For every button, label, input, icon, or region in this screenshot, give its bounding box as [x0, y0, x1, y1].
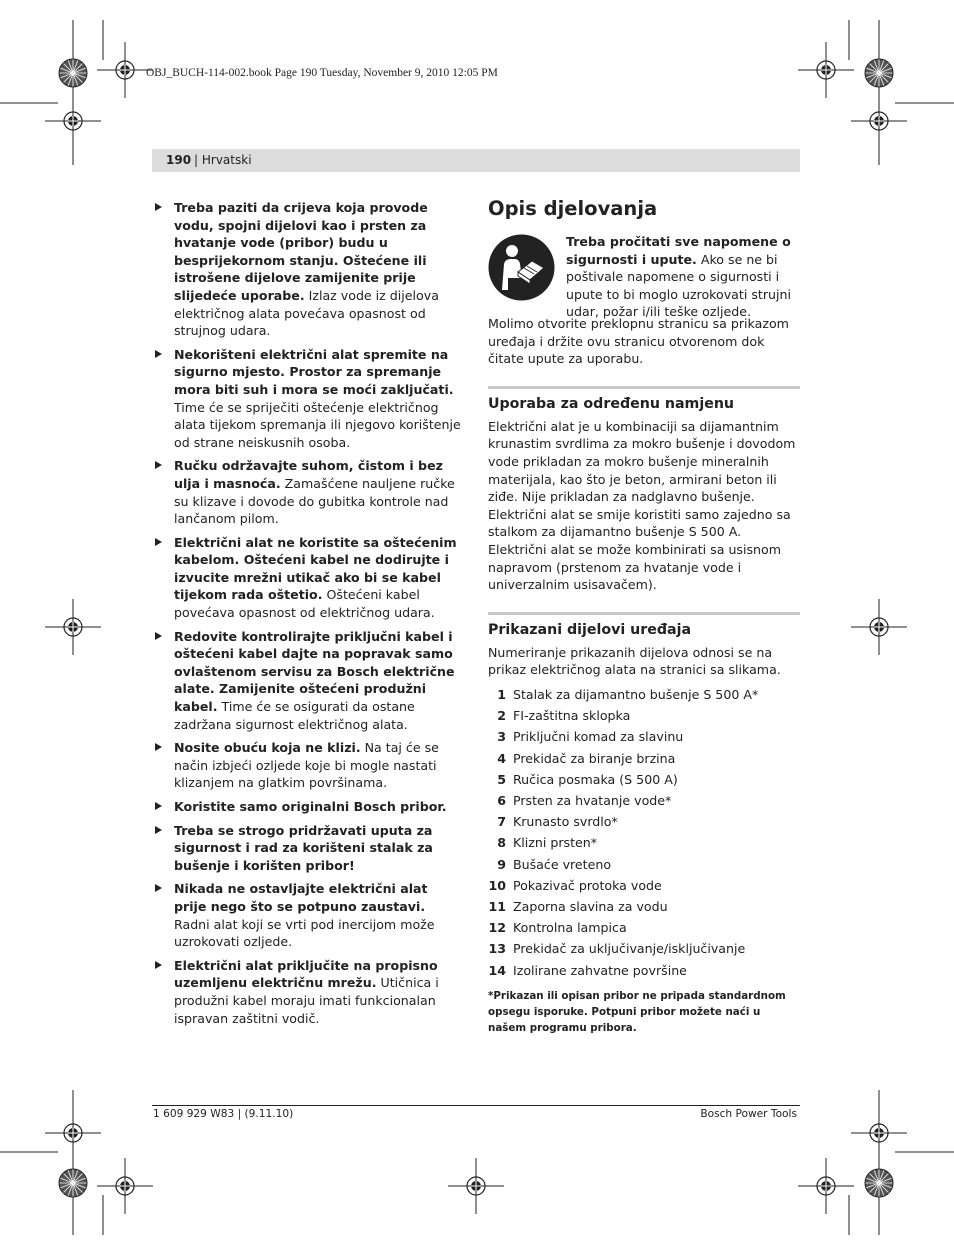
safety-bullet: Redovite kontrolirajte priključni kabel i oštećeni kabel dajte na popravak samo ovlaštenom servisu za Bosch električne alate. Zamijenite oštećeni produžni kabel. Time će se osigurati da ostane zadržana sigurnost električnog alata.	[152, 628, 464, 734]
list-item: 8 Klizni prsten*	[497, 835, 598, 851]
bullet-arrow-icon	[155, 826, 162, 834]
safety-bullet: Nikada ne ostavljajte električni alat prije nego što se potpuno zaustavi. Radni alat koji se vrti pod inercijom može uzrokovati ozljede.	[152, 880, 464, 950]
footer-brand: Bosch Power Tools	[700, 1108, 797, 1120]
bullet-arrow-icon	[155, 884, 162, 892]
parts-list	[488, 684, 800, 981]
footnote: *Prikazan ili opisan pribor ne pripada standardnom opsegu isporuke. Potpuni pribor možete naći u našem programu pribora.	[488, 989, 786, 1035]
print-info: OBJ_BUCH-114-002.book Page 190 Tuesday, November 9, 2010 12:05 PM	[146, 67, 498, 79]
safety-bullet: Električni alat ne koristite sa oštećenim kabelom. Oštećeni kabel ne dodirujte i izvucite mrežni utikač ako bi se kabel tijekom rada oštetio. Oštećeni kabel povećava opasnost od električnog udara.	[152, 534, 464, 622]
bullet-arrow-icon	[155, 743, 162, 751]
list-item: 4 Prekidač za biranje brzina	[497, 750, 676, 766]
section-text: Numeriranje prikazanih dijelova odnosi se na prikaz električnog alata na stranici sa slikama.	[488, 644, 781, 678]
section-divider	[488, 612, 800, 615]
list-item: 2 FI-zaštitna sklopka	[497, 708, 631, 724]
list-item: 14 Izolirane zahvatne površine	[488, 962, 687, 978]
section-divider	[488, 386, 800, 389]
bullet-arrow-icon	[155, 802, 162, 810]
safety-bullet: Koristite samo originalni Bosch pribor.	[152, 798, 464, 816]
list-item: 12 Kontrolna lampica	[488, 920, 627, 936]
bullet-arrow-icon	[155, 203, 162, 211]
section-heading: Prikazani dijelovi uređaja	[488, 621, 692, 638]
bullet-arrow-icon	[155, 350, 162, 358]
bullet-arrow-icon	[155, 632, 162, 640]
safety-bullet: Treba paziti da crijeva koja provode vodu, spojni dijelovi kao i prsten za hvatanje vode (pribor) budu u besprijekornom stanju. Oštećene ili istrošene dijelove zamijenite prije slijedeće uporabe. Izlaz vode iz dijelova električnog alata povećava opasnost od strujnog udara.	[152, 199, 464, 340]
bullet-arrow-icon	[155, 461, 162, 469]
safety-bullet: Nekorišteni električni alat spremite na sigurno mjesto. Prostor za spremanje mora biti suh i mora se moći zaključati. Time će se spriječiti oštećenje električnog alata tijekom spremanja ili njegovo korištenje od strane neiskusnih osoba.	[152, 346, 464, 452]
list-item: 9 Bušaće vreteno	[497, 856, 612, 872]
list-item: 10 Pokazivač protoka vode	[488, 877, 662, 893]
section-heading: Uporaba za određenu namjenu	[488, 395, 735, 412]
safety-bullet: Električni alat priključite na propisno uzemljenu električnu mrežu. Utičnica i produžni kabel moraju imati funkcionalan ispravan zaštitni vodič.	[152, 957, 464, 1027]
section-title: Opis djelovanja	[488, 197, 658, 220]
list-item: 3 Priključni komad za slavinu	[497, 729, 684, 745]
safety-bullet: Nosite obuću koja ne klizi. Na taj će se način izbjeći ozljede koje bi mogle nastati klizanjem na glatkim površinama.	[152, 739, 464, 792]
page-header	[152, 149, 800, 172]
footer-document-id: 1 609 929 W83 | (9.11.10)	[153, 1108, 294, 1120]
page-number: 190	[166, 153, 192, 167]
list-item: 13 Prekidač za uključivanje/isključivanje	[488, 941, 746, 957]
safety-bullet: Ručku održavajte suhom, čistom i bez ulja i masnoća. Zamašćene nauljene ručke su klizave i dovode do gubitka kontrole nad lančanom pilom.	[152, 457, 464, 527]
warning-block	[488, 233, 800, 320]
list-item: 5 Ručica posmaka (S 500 A)	[497, 771, 678, 787]
bullet-arrow-icon	[155, 538, 162, 546]
list-item: 1 Stalak za dijamantno bušenje S 500 A*	[497, 686, 759, 702]
header-separator: |	[194, 153, 199, 167]
safety-bullet: Treba se strogo pridržavati uputa za sigurnost i rad za korišteni stalak za bušenje i korišten pribor!	[152, 822, 464, 875]
footer-divider	[152, 1105, 800, 1106]
intro-text: Molimo otvorite preklopnu stranicu sa prikazom uređaja i držite ovu stranicu otvorenom dok čitate upute za uporabu.	[488, 316, 789, 367]
warning-text: Treba pročitati sve napomene o sigurnosti i upute. Ako se ne bi poštivale napomene o sigurnosti i upute to bi moglo uzrokovati strujni udar, požar i/ili teške ozljede.	[566, 234, 791, 320]
header-language	[194, 153, 252, 167]
bullet-arrow-icon	[155, 961, 162, 969]
right-column	[488, 196, 800, 1037]
section-text: Električni alat je u kombinaciji sa dijamantnim krunastim svrdlima za mokro bušenje i dovodom vode prikladan za mokro bušenje mineralnih materijala, kao što je beton, armirani beton ili ziđe. Nije prikladan za nadglavno bušenje. Električni alat se smije koristiti samo zajedno sa stalkom za dijamantno bušenje S 500 A. Električni alat se može kombinirati sa usisnom napravom (prstenom za hvatanje vode i univerzalnim usisavačem).	[488, 418, 796, 593]
language-label: Hrvatski	[201, 153, 252, 167]
read-manual-icon	[488, 234, 555, 301]
list-item: 6 Prsten za hvatanje vode*	[497, 792, 672, 808]
list-item: 7 Krunasto svrdlo*	[497, 814, 618, 830]
list-item: 11 Zaporna slavina za vodu	[488, 898, 668, 914]
left-column	[152, 199, 464, 1033]
